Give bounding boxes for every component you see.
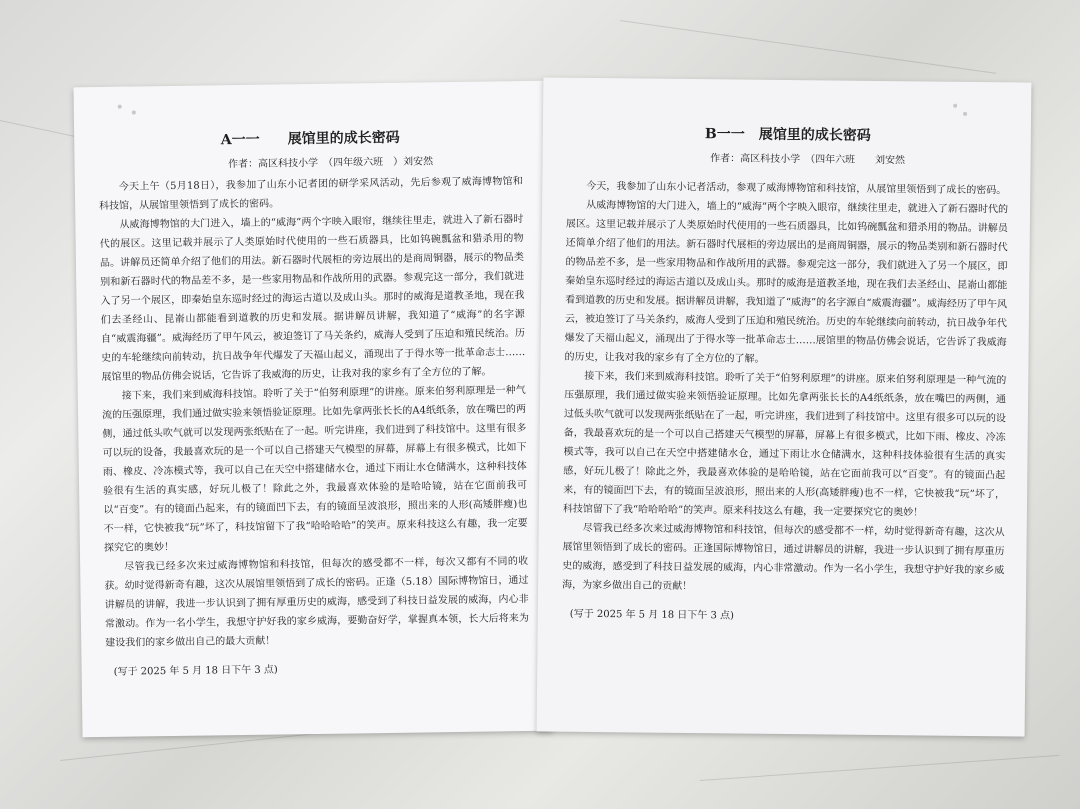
essay-byline: 作者：高区科技小学 （四年六班 刘安然 <box>710 153 906 167</box>
paper-sheet-b <box>537 77 1032 736</box>
punch-hole <box>953 104 957 108</box>
marble-vein <box>700 755 1059 781</box>
essay-signature: (写于 2025 年 5 月 18 日下午 3 点) <box>113 664 278 678</box>
essay-paragraph: 今天，我参加了山东小记者活动，参观了威海博物馆和科技馆，从展馆里领悟到了成长的密码。 <box>586 180 1007 197</box>
essay-paragraph: 从威海博物馆的大门进入，墙上的“威海”两个字映入眼帘，继续往里走，就进入了新石器时代的展区。这里记载并展示了人类原始时代使用的一些石质器具，比如钨碗瓢盆和猎杀用的物品。讲解员还简单介绍了他们的用法。新石器时代展柜的旁边展出的是商周铜器，展示的物品类别和新石器时代的物品差不多，是一些家用物品和作战所用的武器。参观完这一部分，我们就进入了另一个展区，即秦始皇东巡时经过的海运古道以及成山头。那时的威海是道教圣地，现在我们去圣经山、昆嵛山都能看到道教的历史和发展。据讲解员讲解，我知道了“威海”的名字源自“威震海疆”。威海经历了甲午风云，被迫签订了马关条约，威海人受到了压迫和殖民统治。历史的车轮继续向前转动，抗日战争年代爆发了天福山起义，涌现出了于得水等一批革命志士……展馆里的物品仿佛会说话，它告诉了我威海的历史，让我对我的家乡有了全方位的了解。 <box>99 214 526 383</box>
essay-paragraph: 接下来，我们来到威海科技馆。聆听了关于“伯努利原理”的讲座。原来伯努利原理是一种气流的压强原理，我们通过做实验来领悟验证原理。比如先拿两张长长的A4纸纸条，放在嘴巴的两侧，通过低头吹气就可以发现两张纸贴在了一起。听完讲座，我们进到了科技馆中。这里有很多可以玩的设备，我最喜欢玩的是一个可以自己搭建天气模型的屏幕，屏幕上有很多模式，比如下雨、橡皮、冷冻模式等，我可以自己在天空中搭建储水仓，通过下雨让水仓储满水，这种科技体验很有生活的真实感，好玩儿极了！除此之外，我最喜欢体验的是哈哈镜，站在它面前我可以“百变”。有的镜面凸起来，有的镜面凹下去，有的镜面呈波浪形，照出来的人形(高矮胖瘦)也不一样，它快被我“玩”坏了，科技馆留下了我“哈哈哈哈”的笑声。原来科技这么有趣，我一定要探究它的奥妙！ <box>101 385 528 554</box>
paper-sheet-a <box>73 81 552 737</box>
marble-vein <box>620 20 996 74</box>
essay-paragraph: 从威海博物馆的大门进入，墙上的“威海”两个字映入眼帘，继续往里走，就进入了新石器时代的展区。这里记载并展示了人类原始时代使用的一些石质器具，比如钨碗瓢盆和猎杀用的物品。讲解员还简单介绍了他们的用法。新石器时代展柜的旁边展出的是商周铜器，展示的物品类别和新石器时代的物品差不多，是一些家用物品和作战所用的武器。参观完这一部分，我们就进入了另一个展区，即秦始皇东巡时经过的海运古道以及成山头。那时的威海是道教圣地，现在我们去圣经山、昆嵛山都能看到道教的历史和发展。据讲解员讲解，我知道了“威海”的名字源自“威震海疆”。威海经历了甲午风云，被迫签订了马关条约，威海人受到了压迫和殖民统治。历史的车轮继续向前转动，抗日战争年代爆发了天福山起义，涌现出了于得水等一批革命志士……展馆里的物品仿佛会说话，它告诉了我威海的历史，让我对我的家乡有了全方位的了解。 <box>564 199 1009 365</box>
punch-hole <box>963 112 967 116</box>
essay-paragraph: 今天上午（5月18日），我参加了山东小记者团的研学采风活动，先后参观了威海博物馆和科技馆，从展馆里领悟到了成长的密码。 <box>99 176 523 212</box>
essay-signature: (写于 2025 年 5 月 18 日下午 3 点) <box>569 608 735 622</box>
punch-hole <box>118 105 122 109</box>
essay-title: A一一 展馆里的成长密码 <box>220 129 400 149</box>
punch-hole <box>132 110 136 114</box>
essay-paragraph: 接下来，我们来到威海科技馆。聆听了关于“伯努利原理”的讲座。原来伯努利原理是一种气流的压强原理，我们通过做实验来领悟验证原理。比如先拿两张长长的A4纸纸条，放在嘴巴的两侧，通过低头吹气就可以发现两张纸贴在了一起，听完讲座，我们进到了科技馆中。这里有很多可以玩的设备，我最喜欢玩的是一个可以自己搭建天气模型的屏幕，屏幕上有很多模式，比如下雨、橡皮、冷冻模式等，我可以自己在天空中搭建储水仓，通过下雨让水仓储满水，这种科技体验很有生活的真实感，好玩儿极了！除此之外，我最喜欢体验的是哈哈镜，站在它面前我可以“百变”。有的镜面凸起来，有的镜面凹下去，有的镜面呈波浪形，照出来的人形(高矮胖瘦)也不一样，它快被我“玩”坏了，科技馆留下了我“哈哈哈哈”的笑声。原来科技这么有趣，我一定要探究它的奥妙！ <box>562 370 1007 519</box>
essay-byline: 作者：高区科技小学 （四年级六班 ）刘安然 <box>228 156 434 171</box>
essay-paragraph: 尽管我已经多次来过威海博物馆和科技馆，但每次的感受都不一样，每次又都有不同的收获。幼时觉得新奇有趣，这次从展馆里领悟到了成长的密码。正逢（5.18）国际博物馆日，通过讲解员的讲解，我进一步认识到了拥有厚重历史的威海，感受到了科技日益发展的威海，内心非常激动。作为一名小学生，我想守护好我的家乡威海，要勤奋好学，掌握真本领，长大后将来为建设我们的家乡做出自己的最大贡献！ <box>104 556 530 649</box>
essay-paragraph: 尽管我已经多次来过威海博物馆和科技馆，但每次的感受都不一样，幼时觉得新奇有趣，这次从展馆里领悟到了成长的密码。正逢国际博物馆日，通过讲解员的讲解，我进一步认识到了拥有厚重历史的威海，感受到了科技日益发展的威海，内心非常激动。作为一名小学生，我想守护好我的家乡威海，为家乡做出自己的贡献！ <box>562 522 1005 593</box>
essay-title: B一一 展馆里的成长密码 <box>704 126 871 144</box>
